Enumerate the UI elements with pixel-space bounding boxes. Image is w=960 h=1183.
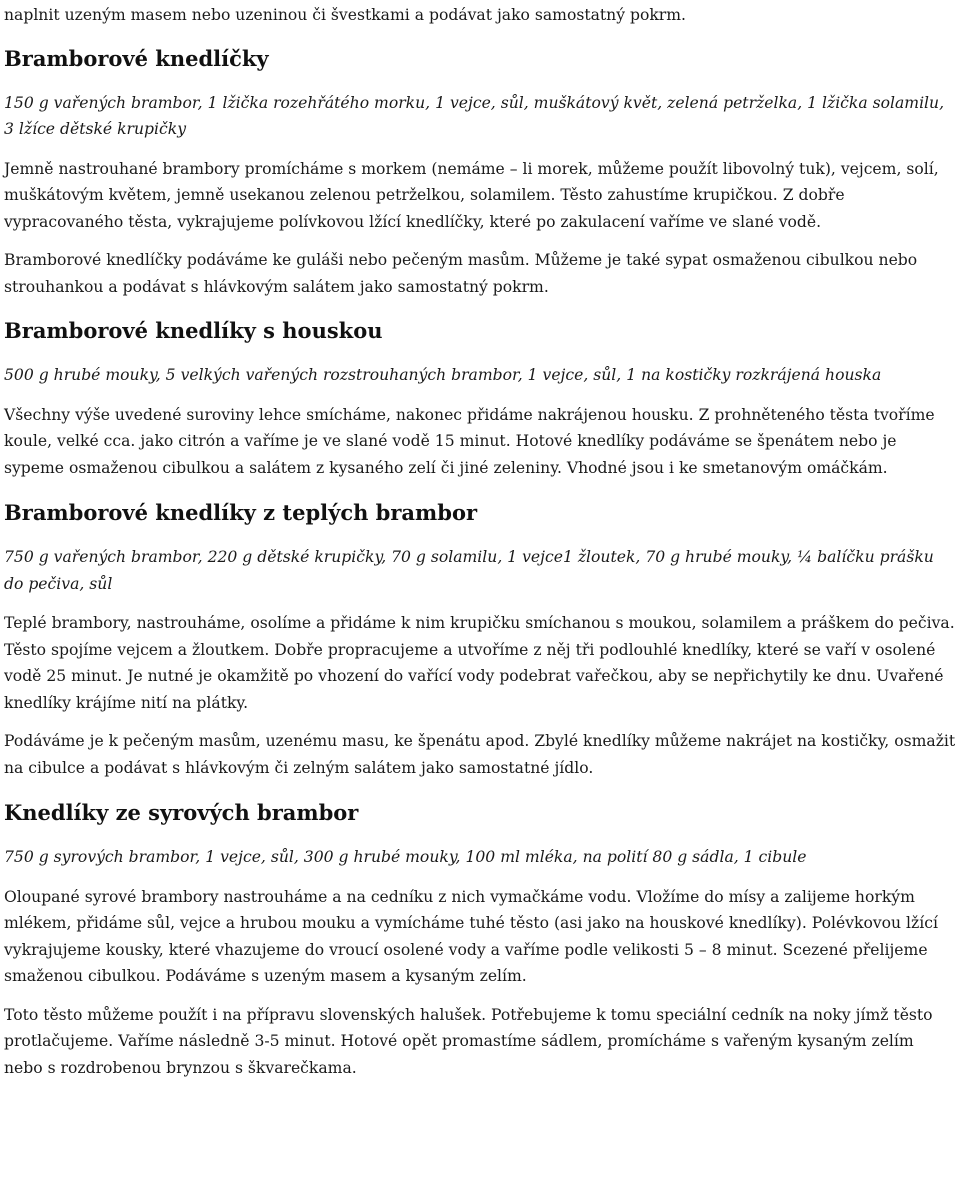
recipe-title: Knedlíky ze syrových brambor [4,800,359,825]
recipe-ingredients: 150 g vařených brambor, 1 lžička rozehřátého morku, 1 vejce, sůl, muškátový květ, zelená petrželka, 1 lžička solamilu, 3 lžíce dětské krupičky [4,93,945,138]
recipe-paragraph: Podáváme je k pečeným masům, uzenému masu, ke špenátu apod. Zbylé knedlíky můžeme nakrájet na kostičky, osmažit na cibulce a podávat s hlávkovým či zelným salátem jako samostatné jídlo. [4,732,956,777]
recipe-section [4,799,956,1081]
recipe-section [4,45,956,301]
intro-text: naplnit uzeným masem nebo uzeninou či švestkami a podávat jako samostatný pokrm. [4,6,687,24]
recipe-ingredients: 500 g hrubé mouky, 5 velkých vařených rozstrouhaných brambor, 1 vejce, sůl, 1 na kostičky rozkrájená houska [4,366,882,384]
recipe-section [4,499,956,781]
recipe-paragraph: Jemně nastrouhané brambory promícháme s morkem (nemáme – li morek, můžeme použít libovolný tuk), vejcem, solí, muškátovým květem, jemně usekanou zelenou petrželkou, solamilem. Těsto zahustíme krupičkou. Z dobře vypracovaného těsta, vykrajujeme polívkovou lžící knedlíčky, které po zakulacení vaříme ve slané vodě. [4,159,939,231]
recipe-paragraph: Bramborové knedlíčky podáváme ke guláši nebo pečeným masům. Můžeme je také sypat osmaženou cibulkou nebo strouhankou a podávat s hlávkovým salátem jako samostatný pokrm. [4,251,918,296]
recipe-paragraph: Všechny výše uvedené suroviny lehce smícháme, nakonec přidáme nakrájenou housku. Z prohněteného těsta tvoříme koule, velké cca. jako citrón a vaříme je ve slané vodě 15 minut. Hotové knedlíky podáváme se špenátem nebo je sypeme osmaženou cibulkou a salátem z kysaného zelí či jiné zeleniny. Vhodné jsou i ke smetanovým omáčkám. [4,405,935,477]
recipe-paragraph: Toto těsto můžeme použít i na přípravu slovenských halušek. Potřebujeme k tomu speciální cedník na noky jímž těsto protlačujeme. Vaříme následně 3-5 minut. Hotové opět promastíme sádlem, promícháme s vařeným kysaným zelím nebo s rozdrobenou brynzou s škvarečkama. [4,1005,933,1077]
recipe-ingredients: 750 g vařených brambor, 220 g dětské krupičky, 70 g solamilu, 1 vejce1 žloutek, 70 g hrubé mouky, ¼ balíčku prášku do pečiva, sůl [4,548,934,593]
recipe-section [4,317,956,481]
recipe-paragraph: Oloupané syrové brambory nastrouháme a na cedníku z nich vymačkáme vodu. Vložíme do mísy a zalijeme horkým mlékem, přidáme sůl, vejce a hrubou mouku a vymícháme tuhé těsto (asi jako na houskové knedlíky). Polévkovou lžící vykrajujeme kousky, které vhazujeme do vroucí osolené vody a vaříme podle velikosti 5 – 8 minut. Scezené přelijeme smaženou cibulkou. Podáváme s uzeným masem a kysaným zelím. [4,887,938,985]
recipe-title: Bramborové knedlíčky [4,45,269,71]
recipe-title: Bramborové knedlíky s houskou [4,318,383,343]
recipe-paragraph: Teplé brambory, nastrouháme, osolíme a přidáme k nim krupičku smíchanou s moukou, solamilem a práškem do pečiva. Těsto spojíme vejcem a žloutkem. Dobře propracujeme a utvoříme z něj tři podlouhlé knedlíky, které se vaří v osolené vodě 25 minut. Je nutné je okamžitě po vhození do vařící vody podebrat vařečkou, aby se nepřichytily ke dnu. Uvařené knedlíky krájíme nití na plátky. [4,614,955,712]
recipe-title: Bramborové knedlíky z teplých brambor [4,500,478,525]
recipe-ingredients: 750 g syrových brambor, 1 vejce, sůl, 300 g hrubé mouky, 100 ml mléka, na polití 80 g sádla, 1 cibule [4,848,807,866]
